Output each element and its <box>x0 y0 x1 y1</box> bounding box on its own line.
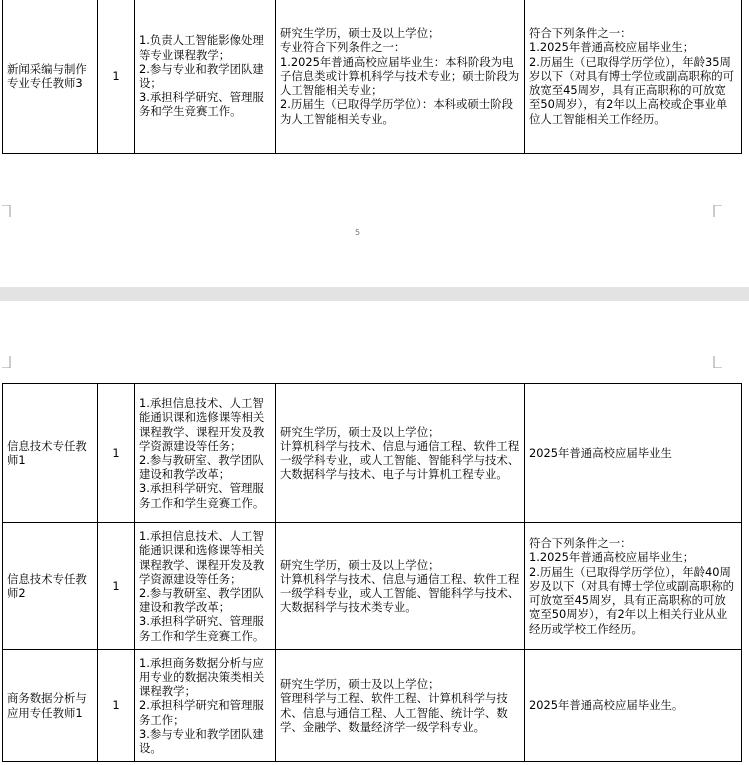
count-cell: 1 <box>98 650 135 762</box>
conditions-cell <box>525 523 742 650</box>
duty-line: 1.负责人工智能影像处理等专业课程教学； <box>139 33 264 62</box>
recruitment-table-page-5 <box>2 0 742 154</box>
condition-line: 符合下列条件之一： <box>529 536 632 551</box>
duty-line: 2.参与专业和教学团队建设； <box>139 61 264 90</box>
count-cell: 1 <box>98 0 135 154</box>
condition-line: 1.2025年普通高校应届毕业生； <box>529 550 695 565</box>
position-cell: 新闻采编与制作专业专任教师3 <box>3 0 98 154</box>
duty-line: 3.承担科学研究、管理服务和学生竞赛工作。 <box>139 90 264 119</box>
education-line: 研究生学历，硕士及以上学位； <box>280 557 440 572</box>
education-line: 2.历届生（已取得学历学位）：本科或硕士阶段为人工智能相关专业。 <box>280 97 513 126</box>
duty-line: 3.承担科学研究、管理服务工作和学生竞赛工作。 <box>139 481 265 510</box>
count-cell: 1 <box>98 523 135 650</box>
duties-cell <box>135 384 276 523</box>
page-gap <box>0 287 749 301</box>
duty-line: 1.承担信息技术、人工智能通识课和选修课等相关课程教学、课程开发及教学资源建设等任务； <box>139 529 265 586</box>
duties-cell <box>135 523 276 650</box>
duties-cell <box>135 0 276 154</box>
page-corner-mark-right <box>708 356 722 368</box>
duty-line: 3.参与专业和教学团队建设。 <box>139 726 264 755</box>
education-line: 研究生学历，硕士及以上学位； <box>280 26 440 41</box>
page-number: 5 <box>355 228 361 237</box>
document-page-5 <box>0 0 749 287</box>
education-line: 计算机科学与技术、信息与通信工程、软件工程一级学科专业，或人工智能、智能科学与技术、大数据科学与技术、电子与计算机工程专业。 <box>280 438 520 482</box>
duty-line: 2.参与教研室、教学团队建设和教学改革； <box>139 453 264 482</box>
page-corner-mark-right <box>708 205 722 217</box>
education-line: 研究生学历，硕士及以上学位； <box>280 677 440 692</box>
count-cell: 1 <box>98 384 135 523</box>
duty-line: 1.承担商务数据分析与应用专业的数据决策类相关课程教学； <box>139 655 265 699</box>
education-line: 管理科学与工程、软件工程、计算机科学与技术、信息与通信工程、人工智能、统计学、数学、金融学、数量经济学一级学科专业。 <box>280 691 508 734</box>
condition-line: 符合下列条件之一： <box>529 26 632 41</box>
table-row <box>3 0 742 154</box>
duties-cell <box>135 650 276 762</box>
condition-line: 2025年普通高校应届毕业生 <box>529 445 672 460</box>
duty-line: 2.承担科学研究和管理服务工作； <box>139 698 264 727</box>
table-row <box>3 523 742 650</box>
document-page-6 <box>0 301 749 765</box>
page-corner-mark-left <box>2 205 16 217</box>
conditions-cell <box>525 650 742 762</box>
table-row <box>3 384 742 523</box>
education-line: 专业符合下列条件之一： <box>280 40 406 55</box>
conditions-cell <box>525 0 742 154</box>
education-line: 计算机科学与技术、信息与通信工程、软件工程一级学科专业，或人工智能、智能科学与技术、大数据科学与技术类专业。 <box>280 571 520 615</box>
position-cell: 信息技术专任教师1 <box>3 384 98 523</box>
page-corner-mark-left <box>2 356 16 368</box>
education-cell <box>276 650 525 762</box>
position-cell: 信息技术专任教师2 <box>3 523 98 650</box>
education-cell <box>276 384 525 523</box>
education-cell <box>276 0 525 154</box>
condition-line: 2025年普通高校应届毕业生。 <box>529 698 684 713</box>
education-line: 1.2025年普通高校应届毕业生：本科阶段为电子信息类或计算机科学与技术专业；硕士阶段为人工智能相关专业； <box>280 54 520 98</box>
position-cell: 商务数据分析与应用专任教师1 <box>3 650 98 762</box>
recruitment-table-page-6 <box>2 383 742 762</box>
condition-line: 2.历届生（已取得学历学位），年龄40周岁及以下（对具有博士学位或副高职称的可放宽至45周岁，具有正高职称的可放宽至50周岁），有2年以上相关行业从业经历或学校工作经历。 <box>529 564 735 636</box>
condition-line: 1.2025年普通高校应届毕业生； <box>529 40 695 55</box>
education-cell <box>276 523 525 650</box>
duty-line: 1.承担信息技术、人工智能通识课和选修课等相关课程教学、课程开发及教学资源建设等任务； <box>139 396 265 453</box>
table-row <box>3 650 742 762</box>
education-line: 研究生学历，硕士及以上学位； <box>280 424 440 439</box>
conditions-cell <box>525 384 742 523</box>
condition-line: 2.历届生（已取得学历学位），年龄35周岁以下（对具有博士学位或副高职称的可放宽至45周岁，具有正高职称的可放宽至50周岁），有2年以上高校或企事业单位人工智能相关工作经历。 <box>529 54 735 126</box>
duty-line: 3.承担科学研究、管理服务工作和学生竞赛工作。 <box>139 614 265 643</box>
duty-line: 2.参与教研室、教学团队建设和教学改革； <box>139 586 264 615</box>
